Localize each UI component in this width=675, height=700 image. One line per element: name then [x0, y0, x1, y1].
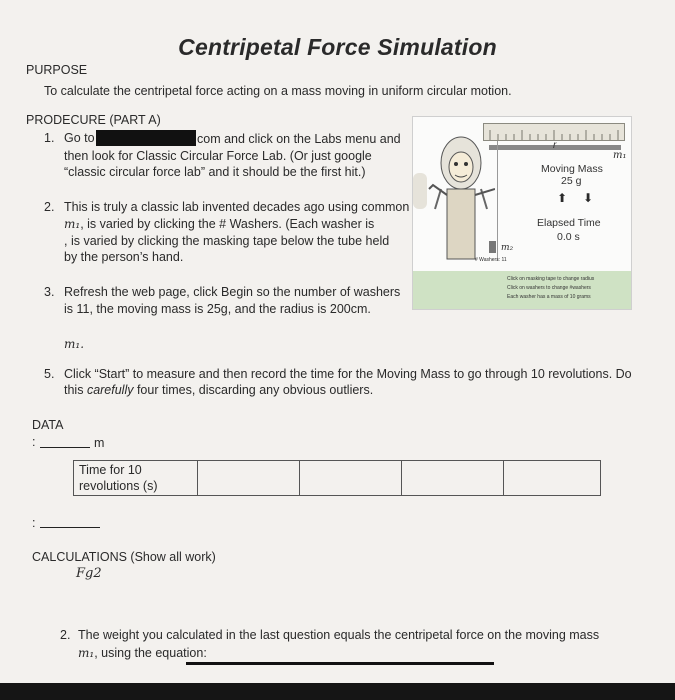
- trial-cell-4[interactable]: [504, 461, 601, 496]
- step-1-prefix: Go to: [64, 131, 95, 145]
- elapsed-time-label: Elapsed Time: [537, 217, 601, 229]
- step-1-number: 1.: [44, 131, 55, 145]
- step-1-line1: com and click on the Labs menu and: [197, 132, 401, 146]
- purpose-heading: PURPOSE: [26, 63, 88, 77]
- step-3-line2: is 11, the moving mass is 25g, and the radius is 200cm.: [64, 302, 371, 316]
- radius-blank-line: [40, 447, 90, 448]
- m1-variable: m₁: [64, 217, 81, 231]
- sim-note-3: Each washer has a mass of 10 grams: [507, 294, 591, 300]
- bottom-dark-bar: [0, 683, 675, 700]
- moving-mass-value: 25 g: [561, 175, 582, 187]
- elapsed-time-value: 0.0 s: [557, 231, 580, 243]
- procedure-heading: PRODECURE (PART A): [26, 113, 161, 127]
- data-colon-2: :: [32, 516, 36, 530]
- step-2-line1: This is truly a classic lab invented decades ago using common: [64, 200, 410, 214]
- purpose-text: To calculate the centripetal force acting on a mass moving in uniform circular motion.: [44, 84, 512, 98]
- step-2-line2: m₁, is varied by clicking the # Washers. (Each washer is: [64, 217, 375, 231]
- step-3-line1: Refresh the web page, click Begin so the number of washers: [64, 285, 401, 299]
- data-table: [73, 460, 601, 496]
- sim-note-2: Click on washers to change #washers: [507, 285, 591, 291]
- sim-m2-label: m₂: [501, 243, 514, 253]
- table-header-cell: Time for 10 revolutions (s): [74, 461, 198, 496]
- step-2-number: 2.: [44, 200, 55, 214]
- trial-cell-2[interactable]: [300, 461, 402, 496]
- simulation-screenshot: [412, 116, 632, 310]
- step-3-number: 3.: [44, 285, 55, 299]
- person-figure-icon: [427, 129, 495, 269]
- step-2-line3: , is varied by clicking the masking tape below the tube held: [64, 234, 390, 248]
- table-row: [74, 461, 601, 496]
- sim-m1-label: m₁: [613, 150, 627, 161]
- q2-line2: m₁, using the equation:: [78, 646, 207, 660]
- period-blank-line: [40, 527, 100, 528]
- sim-instructions-panel: [413, 271, 631, 309]
- moving-mass-label: Moving Mass: [541, 163, 603, 175]
- ruler-ticks-icon: [484, 124, 624, 140]
- m1-standalone: m₁.: [64, 337, 85, 351]
- step-5-line2: this carefully four times, discarding any obvious outliers.: [64, 383, 374, 397]
- redacted-url-box: [96, 130, 196, 146]
- data-heading: DATA: [32, 418, 64, 432]
- q2-number: 2.: [60, 628, 71, 642]
- trial-cell-3[interactable]: [402, 461, 504, 496]
- step-1-line2: then look for Classic Circular Force Lab. (Or just google: [64, 149, 372, 163]
- calculations-heading: CALCULATIONS (Show all work): [32, 550, 216, 564]
- masking-tape-ruler[interactable]: [483, 123, 625, 141]
- radius-unit: m: [94, 436, 105, 450]
- trial-cell-1[interactable]: [198, 461, 300, 496]
- answer-underline: [186, 662, 494, 665]
- step-1-line3: “classic circular force lab” and it should be the first hit.): [64, 165, 366, 179]
- fg2-formula: Fg2: [76, 566, 102, 581]
- sim-radius-label: r: [553, 140, 557, 151]
- data-colon-1: :: [32, 435, 36, 449]
- hair-curl: [413, 173, 427, 209]
- string-line: [497, 141, 498, 261]
- washers-count: # Washers: 11: [475, 257, 507, 263]
- q2-line1: The weight you calculated in the last question equals the centripetal force on the moving mass: [78, 628, 600, 642]
- sim-note-1: Click on masking tape to change radius: [507, 276, 595, 282]
- arrow-up-icon[interactable]: ⬆: [557, 191, 568, 205]
- step-2-line4: by the person’s hand.: [64, 250, 184, 264]
- step-5-line1: Click “Start” to measure and then record the time for the Moving Mass to go through 10 revolutions. Do: [64, 367, 632, 381]
- washer-stack[interactable]: [489, 241, 496, 253]
- arrow-down-icon[interactable]: ⬇: [583, 191, 594, 205]
- step-5-number: 5.: [44, 367, 55, 381]
- page-title: Centripetal Force Simulation: [178, 34, 497, 60]
